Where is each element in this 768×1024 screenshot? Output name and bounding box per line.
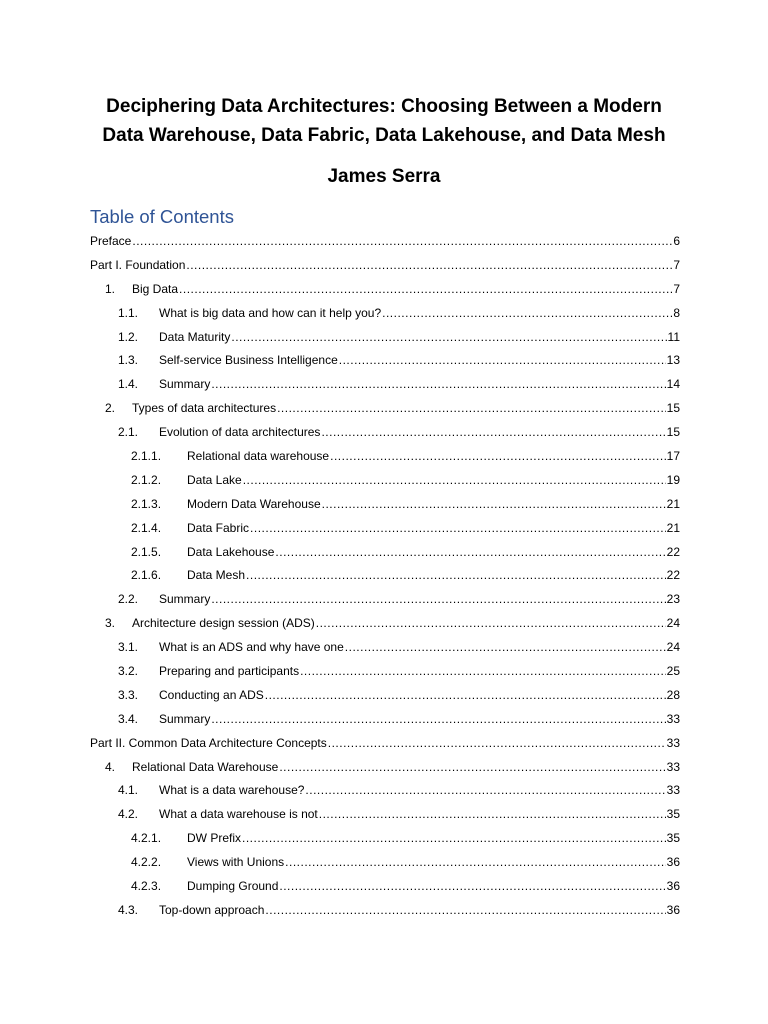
- toc-entry[interactable]: [90, 850, 680, 874]
- toc-dot-leader: [211, 377, 665, 391]
- toc-dot-leader: [321, 425, 665, 439]
- toc-entry[interactable]: [90, 802, 680, 826]
- toc-dot-leader: [132, 234, 672, 248]
- toc-dot-leader: [277, 401, 666, 415]
- toc-entry-page-number[interactable]: 23: [666, 592, 680, 607]
- toc-dot-leader: [250, 521, 666, 535]
- toc-entry-label[interactable]: Summary: [159, 377, 211, 392]
- toc-entry-label[interactable]: Modern Data Warehouse: [187, 496, 321, 511]
- toc-entry-page-number[interactable]: 33: [666, 783, 680, 798]
- toc-entry-number: 3.2.: [118, 663, 139, 678]
- toc-entry[interactable]: [90, 898, 680, 922]
- toc-entry-label[interactable]: Data Mesh: [187, 568, 246, 583]
- toc-entry-page-number[interactable]: 35: [666, 807, 680, 822]
- toc-dot-leader: [285, 855, 665, 869]
- toc-entry[interactable]: [90, 659, 680, 683]
- toc-entry-label[interactable]: Conducting an ADS: [159, 687, 264, 702]
- document-title-line-2: Data Warehouse, Data Fabric, Data Lakehouse, and Data Mesh: [102, 125, 666, 146]
- toc-entry-page-number[interactable]: 19: [666, 472, 680, 487]
- toc-entry-page-number[interactable]: 15: [666, 425, 680, 440]
- toc-entry-label[interactable]: Architecture design session (ADS): [132, 616, 315, 631]
- toc-entry-page-number[interactable]: 15: [666, 401, 680, 416]
- toc-entry[interactable]: [90, 683, 680, 707]
- toc-entry-label[interactable]: Top-down approach: [159, 902, 265, 917]
- toc-entry-label[interactable]: Summary: [159, 711, 211, 726]
- toc-entry[interactable]: [90, 325, 680, 349]
- toc-entry-number: 3.4.: [118, 711, 139, 726]
- toc-entry-page-number[interactable]: 22: [666, 544, 680, 559]
- toc-entry-page-number[interactable]: 33: [666, 759, 680, 774]
- toc-entry-number: 1.2.: [118, 329, 139, 344]
- toc-entry[interactable]: [90, 563, 680, 587]
- toc-entry[interactable]: [90, 874, 680, 898]
- toc-dot-leader: [330, 449, 666, 463]
- toc-entry-number: 2.1.5.: [131, 544, 162, 559]
- toc-entry-page-number[interactable]: 35: [666, 831, 680, 846]
- toc-dot-leader: [328, 736, 666, 750]
- toc-dot-leader: [279, 879, 665, 893]
- toc-entry-label[interactable]: Evolution of data architectures: [159, 425, 321, 440]
- toc-entry[interactable]: [90, 635, 680, 659]
- toc-entry-page-number[interactable]: 21: [666, 520, 680, 535]
- toc-entry[interactable]: [90, 492, 680, 516]
- toc-entry-number: 4.2.2.: [131, 855, 162, 870]
- toc-entry-label[interactable]: Data Fabric: [187, 520, 250, 535]
- toc-entry[interactable]: [90, 826, 680, 850]
- toc-entry-label[interactable]: What a data warehouse is not: [159, 807, 318, 822]
- toc-entry-label[interactable]: What is a data warehouse?: [159, 783, 305, 798]
- toc-dot-leader: [279, 760, 665, 774]
- toc-dot-leader: [186, 258, 672, 272]
- toc-entry[interactable]: [90, 372, 680, 396]
- document-title: [0, 92, 768, 150]
- toc-dot-leader: [265, 688, 666, 702]
- toc-entry-number: 3.3.: [118, 687, 139, 702]
- toc-entry[interactable]: [90, 778, 680, 802]
- toc-entry-label[interactable]: Part I. Foundation: [90, 257, 186, 272]
- toc-entry-number: 2.1.1.: [131, 448, 162, 463]
- toc-dot-leader: [382, 306, 672, 320]
- toc-entry[interactable]: [90, 540, 680, 564]
- toc-entry-number: 1.: [105, 281, 116, 296]
- toc-entry-label[interactable]: Self-service Business Intelligence: [159, 353, 338, 368]
- toc-entry-number: 4.1.: [118, 783, 139, 798]
- toc-entry-page-number[interactable]: 17: [666, 448, 680, 463]
- toc-entry-page-number[interactable]: 25: [666, 663, 680, 678]
- toc-dot-leader: [275, 545, 665, 559]
- toc-entry-label[interactable]: Data Lakehouse: [187, 544, 275, 559]
- toc-entry-number: 1.4.: [118, 377, 139, 392]
- toc-entry-page-number[interactable]: 36: [666, 902, 680, 917]
- toc-entry-label[interactable]: Big Data: [132, 281, 179, 296]
- toc-dot-leader: [339, 353, 666, 367]
- toc-entry-number: 2.1.: [118, 425, 139, 440]
- toc-entry-number: 4.2.: [118, 807, 139, 822]
- toc-entry-page-number[interactable]: 14: [666, 377, 680, 392]
- toc-entry-page-number[interactable]: 36: [666, 855, 680, 870]
- toc-dot-leader: [300, 664, 666, 678]
- toc-entry[interactable]: [90, 587, 680, 611]
- toc-entry-page-number[interactable]: 33: [666, 735, 680, 750]
- toc-dot-leader: [265, 903, 665, 917]
- toc-entry[interactable]: [90, 468, 680, 492]
- toc-entry[interactable]: [90, 277, 680, 301]
- toc-entry-number: 3.1.: [118, 640, 139, 655]
- toc-entry[interactable]: [90, 348, 680, 372]
- toc-entry-page-number[interactable]: 33: [666, 711, 680, 726]
- toc-dot-leader: [246, 568, 666, 582]
- toc-heading: Table of Contents: [90, 206, 234, 227]
- toc-entry-page-number[interactable]: 6: [673, 233, 680, 248]
- toc-entry-label[interactable]: Relational Data Warehouse: [132, 759, 279, 774]
- toc-entry-label[interactable]: What is big data and how can it help you?: [159, 305, 382, 320]
- toc-entry-number: 4.3.: [118, 902, 139, 917]
- toc-entry-page-number[interactable]: 7: [673, 281, 680, 296]
- toc-entry[interactable]: [90, 611, 680, 635]
- toc-entry-page-number[interactable]: 8: [673, 305, 680, 320]
- toc-dot-leader: [319, 807, 666, 821]
- table-of-contents: [90, 229, 680, 922]
- toc-entry-page-number[interactable]: 36: [666, 878, 680, 893]
- toc-entry-page-number[interactable]: 13: [666, 353, 680, 368]
- toc-entry-page-number[interactable]: 21: [666, 496, 680, 511]
- toc-entry-label[interactable]: Summary: [159, 592, 211, 607]
- toc-entry[interactable]: [90, 396, 680, 420]
- toc-dot-leader: [231, 330, 666, 344]
- toc-entry-label[interactable]: Preparing and participants: [159, 663, 300, 678]
- toc-entry-number: 2.2.: [118, 592, 139, 607]
- toc-entry[interactable]: [90, 731, 680, 755]
- toc-entry-number: 2.1.4.: [131, 520, 162, 535]
- toc-entry[interactable]: [90, 301, 680, 325]
- toc-dot-leader: [305, 783, 665, 797]
- toc-entry[interactable]: [90, 516, 680, 540]
- toc-entry-label[interactable]: Views with Unions: [187, 855, 285, 870]
- toc-entry-page-number[interactable]: 24: [666, 616, 680, 631]
- toc-dot-leader: [179, 282, 672, 296]
- toc-entry-label[interactable]: Data Lake: [187, 472, 242, 487]
- toc-dot-leader: [211, 712, 665, 726]
- toc-entry[interactable]: [90, 755, 680, 779]
- document-author: James Serra: [327, 166, 441, 187]
- toc-entry-page-number[interactable]: 24: [666, 640, 680, 655]
- toc-entry[interactable]: [90, 707, 680, 731]
- toc-entry-number: 1.3.: [118, 353, 139, 368]
- toc-entry-page-number[interactable]: 28: [666, 687, 680, 702]
- toc-entry-label[interactable]: DW Prefix: [187, 831, 241, 846]
- toc-entry-number: 3.: [105, 616, 116, 631]
- toc-entry[interactable]: [90, 444, 680, 468]
- toc-entry-page-number[interactable]: 7: [673, 257, 680, 272]
- toc-entry-number: 2.1.6.: [131, 568, 162, 583]
- toc-entry-number: 2.: [105, 401, 116, 416]
- toc-dot-leader: [243, 473, 666, 487]
- toc-entry-label[interactable]: Relational data warehouse: [187, 448, 330, 463]
- toc-entry-number: 2.1.3.: [131, 496, 162, 511]
- toc-dot-leader: [211, 592, 665, 606]
- toc-entry-label[interactable]: Part II. Common Data Architecture Concepts: [90, 735, 327, 750]
- toc-entry-label[interactable]: Types of data architectures: [132, 401, 277, 416]
- document-title-line-1: Deciphering Data Architectures: Choosing Between a Modern: [106, 96, 662, 117]
- toc-dot-leader: [322, 497, 666, 511]
- toc-entry[interactable]: [90, 253, 680, 277]
- toc-entry[interactable]: [90, 420, 680, 444]
- toc-dot-leader: [316, 616, 666, 630]
- toc-entry-label[interactable]: What is an ADS and why have one: [159, 640, 344, 655]
- toc-dot-leader: [345, 640, 666, 654]
- toc-entry-label[interactable]: Data Maturity: [159, 329, 231, 344]
- toc-entry-page-number[interactable]: 11: [667, 329, 680, 344]
- toc-entry-label[interactable]: Dumping Ground: [187, 878, 279, 893]
- toc-entry[interactable]: [90, 229, 680, 253]
- toc-entry-page-number[interactable]: 22: [666, 568, 680, 583]
- toc-entry-label[interactable]: Preface: [90, 233, 132, 248]
- toc-entry-number: 4.: [105, 759, 116, 774]
- toc-entry-number: 4.2.1.: [131, 831, 162, 846]
- toc-dot-leader: [242, 831, 666, 845]
- toc-entry-number: 4.2.3.: [131, 878, 162, 893]
- toc-entry-number: 2.1.2.: [131, 472, 162, 487]
- toc-entry-number: 1.1.: [118, 305, 139, 320]
